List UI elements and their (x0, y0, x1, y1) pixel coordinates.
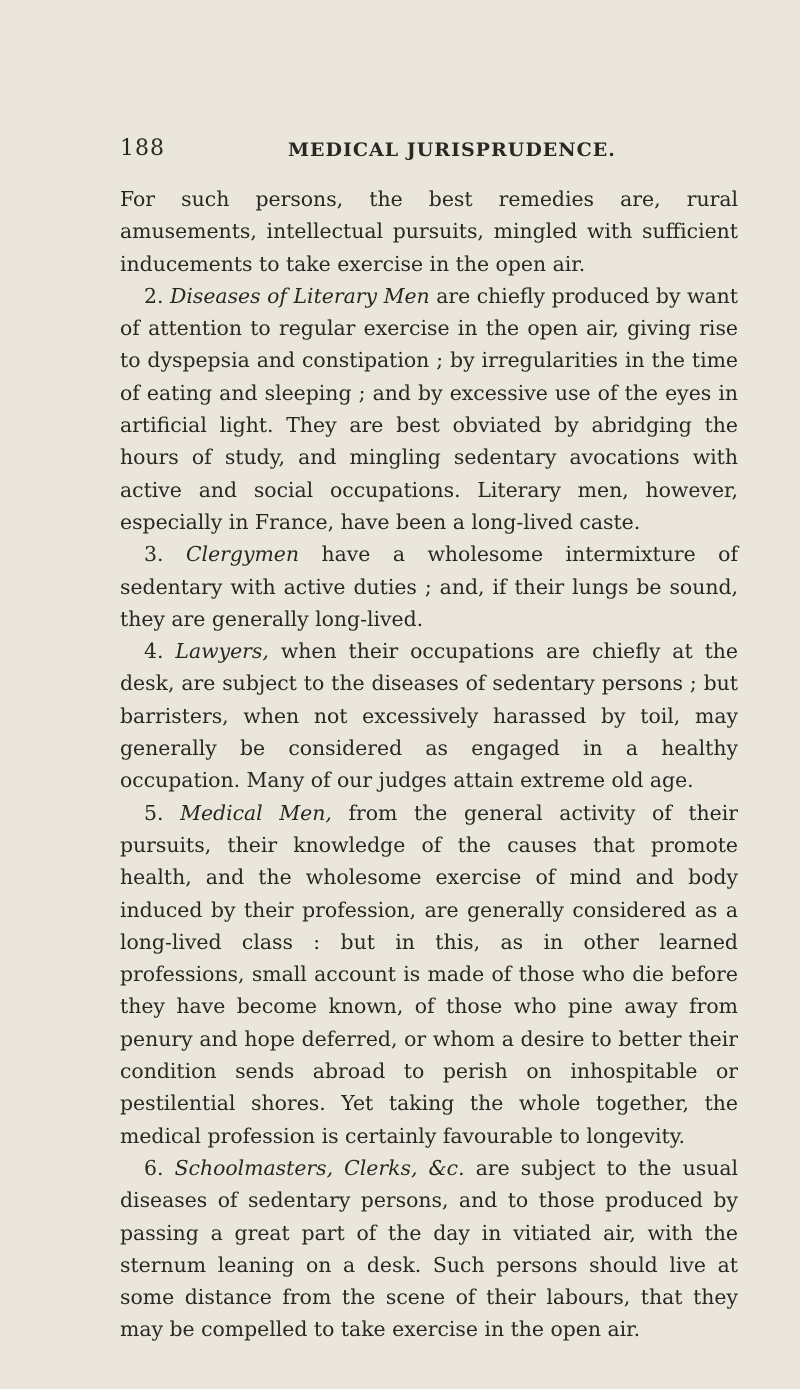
paragraph-lead: Diseases of Literary Men (170, 283, 430, 308)
paragraph-text: are chiefly produced by want of attention to regular exercise in the open air, giving rise to dyspepsia and constipation ; by irregularities in the time of eating and sleeping ; and by excessive use of the eyes in artificial light. They are best obviated by abridging the hours of study, and mingling sedentary avocations with active and social occupations. Literary men, however, especially in France, have been a long-lived caste. (120, 283, 738, 534)
paragraph-text: For such persons, the best remedies are, rural amusements, intellectual pursuits, mingled with sufficient inducements to take exercise in the open air. (120, 187, 738, 276)
paragraph-number: 4. (144, 639, 164, 664)
paragraph-lead: Clergymen (185, 542, 299, 567)
page-number: 188 (120, 136, 165, 161)
running-head: MEDICAL JURISPRUDENCE. (288, 139, 616, 161)
paragraph-intro (120, 183, 738, 280)
paragraph-lead: Lawyers, (175, 639, 269, 664)
page-header (120, 136, 680, 166)
paragraph-lawyers (120, 635, 738, 796)
paragraph-text: from the general activity of their pursuits, their knowledge of the causes that promote health, and the wholesome exercise of mind and body induced by their profession, are generally considered as a long-lived class : but in this, as in other learned professions, small account is made of those who die before they have become known, of those who pine away from penury and hope deferred, or whom a desire to better their condition sends abroad to perish on inhospitable or pestilential shores. Yet taking the whole together, the medical profession is certainly favourable to longevity. (120, 800, 739, 1148)
paragraph-schoolmasters (120, 1152, 738, 1346)
paragraph-number: 2. (144, 283, 164, 308)
paragraph-text: are subject to the usual diseases of sedentary persons, and to those produced by passing a great part of the day in vitiated air, with the sternum leaning on a desk. Such persons should live at some distance from the scene of their labours, that they may be compelled to take exercise in the open air. (120, 1155, 739, 1342)
paragraph-number: 6. (144, 1155, 164, 1180)
paragraph-literary-men (120, 280, 738, 538)
body-text (120, 183, 738, 1346)
paragraph-number: 5. (144, 800, 164, 825)
paragraph-number: 3. (144, 542, 164, 567)
paragraph-lead: Schoolmasters, Clerks, &c. (174, 1155, 465, 1180)
paragraph-text: have a wholesome intermixture of sedentary with active duties ; and, if their lungs be sound, they are generally long-lived. (120, 542, 738, 631)
paragraph-medical-men (120, 797, 738, 1152)
paragraph-text: when their occupations are chiefly at the desk, are subject to the diseases of sedentary persons ; but barristers, when not excessively harassed by toil, may generally be considered as engaged in a healthy occupation. Many of our judges attain extreme old age. (120, 639, 738, 793)
paragraph-clergymen (120, 538, 738, 635)
paragraph-lead: Medical Men, (180, 800, 332, 825)
